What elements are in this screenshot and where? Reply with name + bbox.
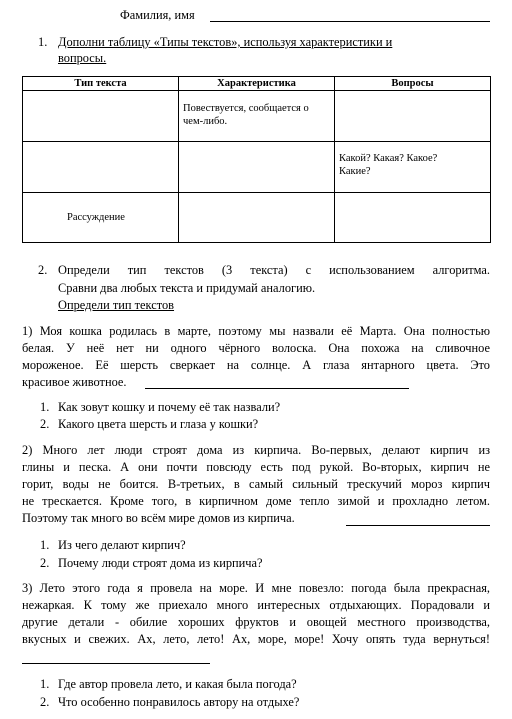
text2-q2-number: 2.	[40, 556, 50, 570]
task2-text-line1: Определи тип текстов (3 текста) с использованием алгоритма.	[58, 263, 490, 277]
text3-question2: Что особенно понравилось автору на отдыхе?	[58, 695, 300, 709]
text-types-table	[22, 76, 491, 243]
text1-line3: мороженое. Её шерсть сверкает на солнце. А глаза янтарного цвета. Это	[22, 358, 490, 372]
text2-line5: Поэтому так много во всём мире домов из кирпича.	[22, 511, 295, 525]
cell-r3-questions[interactable]	[335, 193, 491, 243]
text3-paragraph	[22, 580, 490, 648]
text3-question1: Где автор провела лето, и какая была погода?	[58, 677, 297, 691]
text2-answer-line[interactable]	[346, 525, 490, 526]
text2-question2: Почему люди строят дома из кирпича?	[58, 556, 263, 570]
text3-line2: нежаркая. К тому же приехало много интересных отдыхающих. Порадовали и	[22, 598, 490, 612]
cell-r1-characteristic	[179, 91, 335, 142]
table-header-type: Тип текста	[23, 77, 179, 91]
task1-text-line2: вопросы.	[58, 51, 107, 65]
text2-q1-number: 1.	[40, 538, 50, 552]
cell-r2-questions	[335, 142, 491, 193]
cell-r2-characteristic[interactable]	[179, 142, 335, 193]
text3-q1-number: 1.	[40, 677, 50, 691]
task1-text-line1: Дополни таблицу «Типы текстов», используя характеристики и	[58, 35, 393, 49]
cell-r2-questions-l1: Какой? Какая? Какое?	[339, 153, 438, 164]
text1-question2: Какого цвета шерсть и глаза у кошки?	[58, 417, 259, 431]
cell-r1-characteristic-l2: чем-либо.	[183, 116, 228, 127]
text2-line4: не трескается. Кроме того, в кирпичном доме тепло зимой и прохладно летом.	[22, 494, 490, 508]
task2-number: 2.	[38, 263, 48, 277]
text1-q1-number: 1.	[40, 400, 50, 414]
text3-line4: вкусных и свежих. Ах, лето, лето! Ах, море, море! Хочу опять туда вернуться!	[22, 632, 490, 646]
text3-line3: другие детали - обилие хороших фруктов и овощей местного производства,	[22, 615, 490, 629]
table-header-characteristic: Характеристика	[179, 77, 335, 91]
task2-subtitle: Определи тип текстов	[58, 298, 175, 312]
cell-r2-questions-l2: Какие?	[339, 166, 371, 177]
text2-question1: Из чего делают кирпич?	[58, 538, 186, 552]
text1-line2: белая. У неё нет ни одного чёрного волоска. Она похожа на сливочное	[22, 341, 490, 355]
cell-r3-type	[23, 193, 179, 243]
text3-answer-line[interactable]	[22, 663, 210, 664]
cell-r1-characteristic-l1: Повествуется, сообщается о	[183, 103, 309, 114]
text1-line1: 1) Моя кошка родилась в марте, поэтому мы назвали её Марта. Она полностью	[22, 324, 490, 338]
cell-r1-questions[interactable]	[335, 91, 491, 142]
task1-number: 1.	[38, 35, 48, 49]
text1-q2-number: 2.	[40, 417, 50, 431]
cell-r1-type[interactable]	[23, 91, 179, 142]
name-field-line[interactable]	[210, 21, 490, 22]
text2-line1: 2) Много лет люди строят дома из кирпича. Во-первых, делают кирпич из	[22, 443, 490, 457]
text2-line2: глины и песка. А они почти повсюду есть под рукой. Во-вторых, кирпич не	[22, 460, 490, 474]
cell-r3-type-text: Рассуждение	[67, 212, 125, 223]
text1-paragraph	[22, 323, 490, 391]
text1-line4: красивое животное.	[22, 375, 127, 389]
text1-answer-line[interactable]	[145, 388, 409, 389]
name-label: Фамилия, имя	[120, 8, 195, 22]
cell-r2-type[interactable]	[23, 142, 179, 193]
text2-paragraph	[22, 442, 490, 527]
table-header-questions: Вопросы	[335, 77, 491, 91]
text2-line3: горит, воды не боится. В-третьих, в самый сильный трескучий мороз кирпич	[22, 477, 490, 491]
cell-r3-characteristic[interactable]	[179, 193, 335, 243]
text3-line1: 3) Лето этого года я провела на море. И мне повезло: погода была прекрасная,	[22, 581, 490, 595]
text1-question1: Как зовут кошку и почему её так назвали?	[58, 400, 281, 414]
task2-text-line2: Сравни два любых текста и придумай аналогию.	[58, 281, 316, 295]
text3-q2-number: 2.	[40, 695, 50, 709]
